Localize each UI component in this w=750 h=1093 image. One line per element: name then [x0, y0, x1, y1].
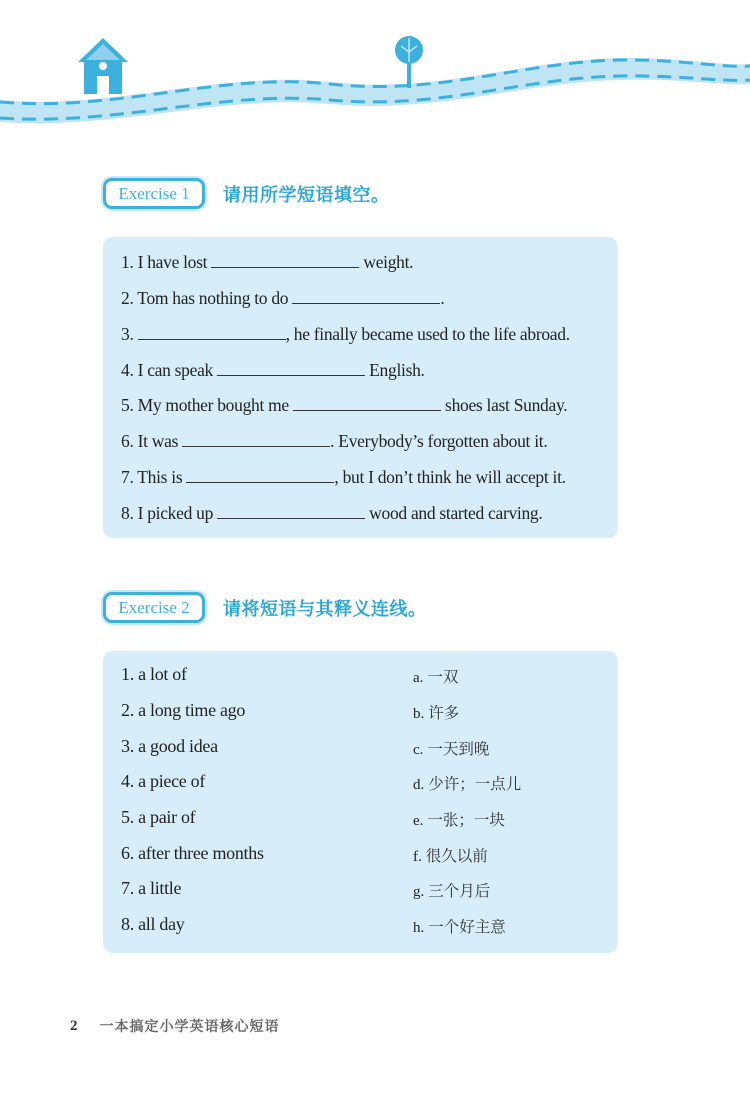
- exercise2-instruction: 请将短语与其释义连线。: [223, 598, 427, 620]
- fill-item-4: [121, 359, 425, 381]
- meaning-text: 很久以前: [425, 847, 488, 865]
- item-text-after: weight.: [359, 252, 414, 272]
- exercise2-panel: [103, 651, 618, 953]
- exercise1-instruction: 请用所学短语填空。: [223, 184, 390, 206]
- page-number: 2: [70, 1017, 78, 1034]
- meaning-text: 三个月后: [428, 882, 491, 900]
- item-text-before: 8. I picked up: [121, 503, 218, 523]
- answer-blank: [292, 288, 440, 304]
- item-text-before: 6. It was: [121, 431, 183, 451]
- answer-blank: [182, 431, 330, 447]
- phrase-item-4: 4. a piece of: [121, 771, 206, 791]
- phrase-item-6: 6. after three months: [121, 843, 264, 863]
- meaning-letter: f.: [413, 849, 422, 865]
- item-text-before: 4. I can speak: [121, 360, 218, 380]
- meaning-letter: b.: [413, 706, 425, 722]
- phrase-item-1: 1. a lot of: [121, 664, 187, 684]
- item-text-after: , but I don’t think he will accept it.: [334, 467, 566, 487]
- item-text-after: wood and started carving.: [365, 503, 543, 523]
- answer-blank: [293, 395, 441, 411]
- header-decoration: [0, 0, 750, 140]
- meaning-item-a: [413, 665, 458, 687]
- phrase-item-5: 5. a pair of: [121, 807, 196, 827]
- fill-item-1: [121, 251, 413, 273]
- item-text-before: 7. This is: [121, 467, 187, 487]
- meaning-text: 一天到晚: [427, 740, 490, 758]
- meaning-text: 一双: [427, 668, 459, 686]
- meaning-letter: e.: [413, 813, 424, 829]
- meaning-item-c: [413, 737, 489, 759]
- meaning-text: 少许；一点儿: [428, 775, 522, 793]
- meaning-item-f: [413, 844, 488, 866]
- answer-blank: [211, 252, 359, 268]
- exercise1-heading: [103, 178, 390, 209]
- phrase-item-8: 8. all day: [121, 914, 185, 934]
- item-text-after: , he finally became used to the life abroad.: [285, 324, 570, 344]
- fill-item-2: [121, 287, 444, 309]
- meaning-letter: c.: [413, 742, 424, 758]
- item-text-before: 3.: [121, 324, 138, 344]
- item-text-after: .: [440, 288, 445, 308]
- answer-blank: [186, 467, 334, 483]
- phrase-item-7: 7. a little: [121, 878, 182, 898]
- meaning-text: 一张；一块: [427, 811, 505, 829]
- item-text-before: 2. Tom has nothing to do: [121, 288, 293, 308]
- meaning-letter: g.: [413, 884, 425, 900]
- item-text-after: shoes last Sunday.: [440, 395, 568, 415]
- item-text-after: . Everybody’s forgotten about it.: [330, 431, 548, 451]
- meaning-item-g: [413, 879, 490, 901]
- meaning-text: 一个好主意: [428, 918, 506, 936]
- house-icon: [78, 38, 128, 94]
- item-text-before: 5. My mother bought me: [121, 395, 293, 415]
- exercise2-badge: Exercise 2: [103, 592, 205, 623]
- fill-item-6: [121, 430, 547, 452]
- exercise2-heading: [103, 592, 427, 623]
- item-text-before: 1. I have lost: [121, 252, 212, 272]
- meaning-item-d: [413, 772, 521, 794]
- meaning-letter: d.: [413, 777, 425, 793]
- meaning-letter: a.: [413, 670, 424, 686]
- meaning-item-e: [413, 808, 505, 830]
- phrase-item-2: 2. a long time ago: [121, 700, 246, 720]
- answer-blank: [217, 503, 365, 519]
- item-text-after: English.: [365, 360, 425, 380]
- page-footer: [70, 1016, 280, 1036]
- phrase-item-3: 3. a good idea: [121, 736, 218, 756]
- meaning-item-h: [413, 915, 506, 937]
- exercise1-panel: [103, 237, 618, 538]
- meaning-text: 许多: [428, 704, 460, 722]
- book-title: 一本搞定小学英语核心短语: [99, 1019, 280, 1035]
- fill-item-3: [121, 323, 570, 345]
- tree-icon: [395, 36, 423, 88]
- answer-blank: [217, 360, 365, 376]
- exercise1-badge: Exercise 1: [103, 178, 205, 209]
- fill-item-8: [121, 502, 542, 524]
- fill-item-5: [121, 394, 567, 416]
- answer-blank: [138, 324, 286, 340]
- fill-item-7: [121, 466, 566, 488]
- meaning-item-b: [413, 701, 459, 723]
- meaning-letter: h.: [413, 920, 425, 936]
